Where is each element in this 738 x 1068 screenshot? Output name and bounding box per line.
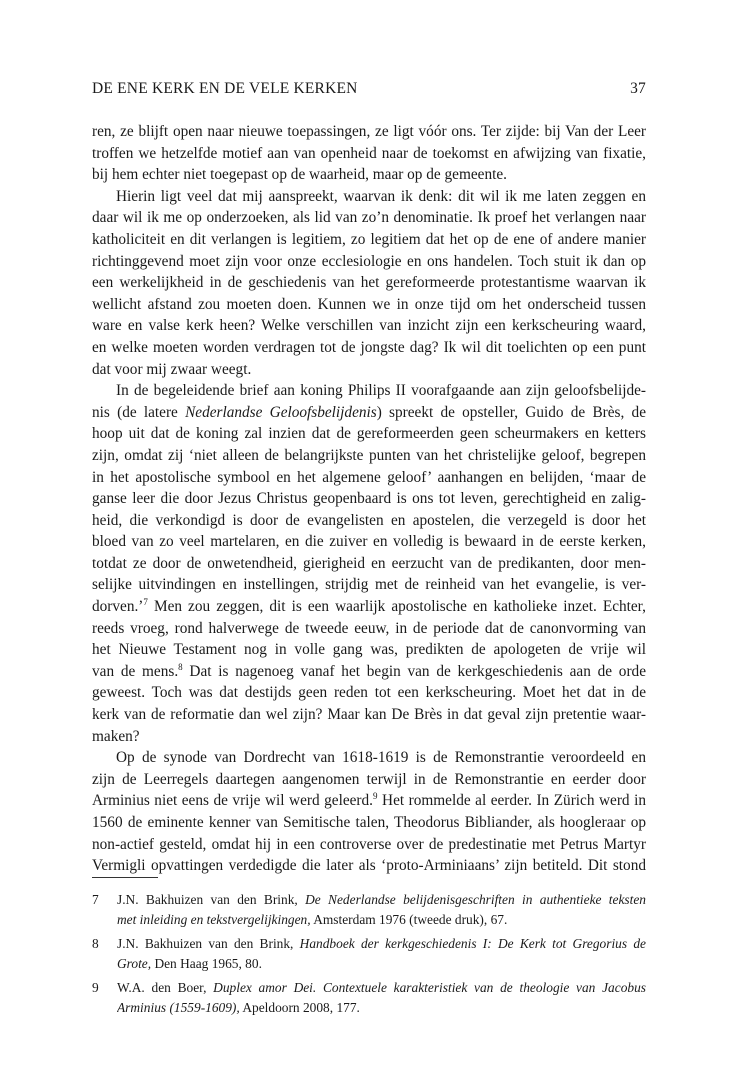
page-number: 37 [630, 80, 646, 97]
text-line: in het apostolische symbool en het algemene geloof’ aanhangen en belijden, ‘maar de [92, 468, 646, 486]
text-line: Hierin ligt veel dat mij aanspreekt, waarvan ik denk: dit wil ik me laten zeggen en [116, 187, 646, 205]
text-line: Vermigli opvattingen verdedigde die later als ‘proto-Arminiaans’ zijn betiteld. Dit stond [92, 857, 646, 875]
footnote-number: 8 [92, 936, 99, 951]
text-line: heid, die verkondigd is door de evangelisten en apostelen, die verzegeld is door het [92, 511, 646, 529]
footnote-9: 9 W.A. den Boer, Duplex amor Dei. Contextuele karakteristiek van de theologie van Jacobus Arminius (1559-1609), Apeldoorn 2008, 177. [92, 980, 646, 1015]
text-line: dat voor mij zwaar weegt. [92, 360, 252, 378]
text-line: wellicht afstand zou moeten doen. Kunnen we in onze tijd om het onderscheid tussen [92, 295, 646, 313]
text-line: troffen we hetzelfde motief aan van openheid naar de toekomst en afwijzing van fixatie, [92, 144, 646, 162]
italic-title: Nederlandse Geloofsbelijdenis [185, 403, 377, 421]
text-line: 1560 de eminente kenner van Semitische talen, Theodorus Bibliander, als hoogleraar op [92, 814, 646, 831]
text-line: zijn de Leerregels daartegen aangenomen terwijl in de Remonstrantie en eerder door [92, 770, 646, 788]
footnote-7: 7 J.N. Bakhuizen van den Brink, De Nederlandse belijdenisgeschriften in authentieke teksten met inleiding en tekstvergelijkingen, Amsterdam 1976 (tweede druk), 67. [92, 892, 646, 927]
text-line: zijn, omdat zij ‘niet alleen de belangrijkste punten van het christelijke geloof, begrepen [92, 446, 646, 464]
text-line: selijke uitvindingen en instellingen, strijdig met de reinheid van het evangelie, is ver- [92, 576, 646, 594]
text-line: nis (de latere Nederlandse Geloofsbelijdenis) spreekt de opsteller, Guido de Brès, de [92, 403, 646, 421]
text-line: daar wil ik me op onderzoeken, als lid van zo’n denominatie. Ik proef het verlangen naar [92, 209, 646, 227]
text-line: en welke moeten worden verdragen tot de jongste dag? Ik wil dit toelichten op een punt [92, 338, 646, 356]
text-line: ware en valse kerk heen? Welke verschillen van inzicht zijn een kerkscheuring waard, [92, 317, 646, 335]
text-line: hoop uit dat de koning zal inzien dat de gereformeerden geen scheurmakers en ketters [92, 425, 646, 443]
body-text [92, 121, 646, 877]
footnotes [92, 890, 646, 1022]
footnote-ref[interactable]: 8 [178, 661, 183, 672]
text-line: ren, ze blijft open naar nieuwe toepassingen, ze ligt vóór ons. Ter zijde: bij Van der Leer [92, 123, 646, 140]
text-line: bloed van zo veel martelaren, en die zuiver en volledig is bewaard in de eerste kerken, [92, 533, 646, 551]
footnote-number: 9 [92, 980, 99, 995]
text-line: katholiciteit en dit verlangen is legitiem, zo legitiem dat het op de ene of andere manier [92, 230, 646, 248]
text-line: ganse leer die door Jezus Christus geopenbaard is ons tot leven, gerechtigheid en zalig- [92, 490, 646, 508]
text-line: maken? [92, 727, 140, 745]
footnote-number: 7 [92, 892, 99, 907]
text-line: dorven.’$^7$ Men zou zeggen, dit is een waarlijk apostolische en katholieke inzet. Echter, [92, 597, 646, 616]
text-line: het Nieuwe Testament nog in volle gang was, predikten de apologeten de vrije wil [92, 641, 646, 659]
text-line: Op de synode van Dordrecht van 1618-1619 is de Remonstrantie veroordeeld en [116, 749, 646, 767]
text-line: kerk van de reformatie dan wel zijn? Maar kan De Brès in dat geval zijn pretentie waar- [92, 706, 646, 724]
text-line: bij hem echter niet toegepast op de waarheid, maar op de gemeente. [92, 166, 507, 184]
text-line: reeds vroeg, rond halverwege de tweede eeuw, in de periode dat de canonvorming van [92, 619, 646, 637]
text-line: van de mens.$^8$ Dat is nagenoeg vanaf het begin van de kerkgeschiedenis aan de orde [92, 661, 646, 680]
footnote-ref[interactable]: 7 [143, 597, 148, 608]
text-line: een werkelijkheid in de geschiedenis van het gereformeerde protestantisme waarvan ik [92, 274, 646, 292]
footnote-ref[interactable]: 9 [373, 791, 378, 802]
footnote-8: 8 J.N. Bakhuizen van den Brink, Handboek der kerkgeschiedenis I: De Kerk tot Gregorius de Grote, Den Haag 1965, 80. [92, 936, 646, 971]
running-header [92, 80, 646, 102]
footnote-divider [92, 877, 158, 878]
text-line: geweest. Toch was dat destijds geen reden tot een kerkscheuring. Moet het dat in de [92, 684, 646, 702]
text-line: In de begeleidende brief aan koning Philips II voorafgaande aan zijn geloofsbelijde- [116, 382, 646, 400]
text-line: Arminius niet eens de vrije wil werd geleerd.$^9$ Het rommelde al eerder. In Zürich werd in [92, 791, 646, 810]
text-line: non-actief gesteld, omdat hij in een controverse over de predestinatie met Petrus Martyr [92, 835, 646, 853]
running-title: DE ENE KERK EN DE VELE KERKEN [92, 80, 358, 97]
text-line: richtinggevend moet zijn voor onze ecclesiologie en ons handelen. Toch stuit ik dan op [92, 252, 646, 270]
text-line: totdat ze door de onwetendheid, gierigheid en eerzucht van de predikanten, door men- [92, 554, 646, 572]
